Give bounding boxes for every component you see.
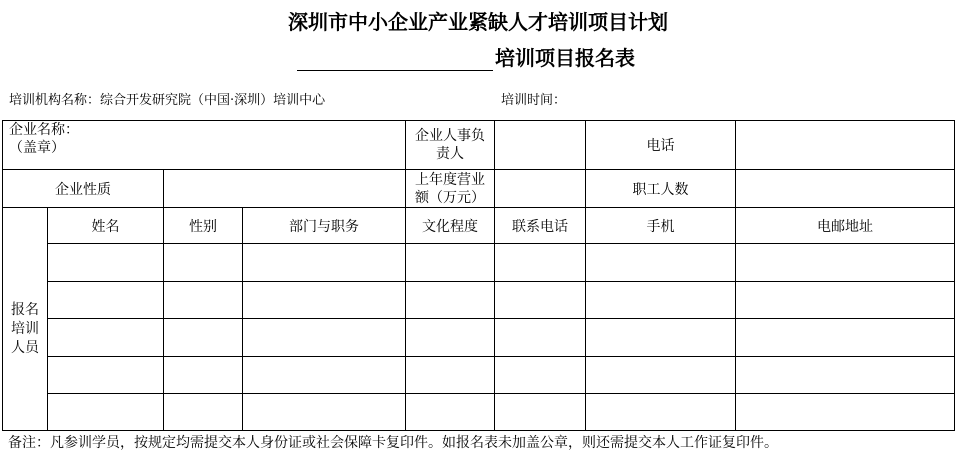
table-cell[interactable] [243, 282, 406, 319]
table-cell[interactable] [586, 394, 736, 431]
revenue-label-cell [406, 170, 495, 208]
phone-value-cell[interactable] [736, 121, 955, 170]
table-cell[interactable] [164, 357, 243, 394]
nature-value-cell[interactable] [164, 170, 406, 208]
table-cell[interactable] [164, 319, 243, 357]
registration-table [2, 120, 955, 431]
hr-label-line1: 企业人事负 [415, 128, 485, 144]
table-cell[interactable] [406, 244, 495, 282]
company-row [3, 121, 955, 170]
header-email: 电邮地址 [736, 208, 955, 244]
hr-label-line2: 责人 [436, 146, 464, 162]
table-cell[interactable] [243, 244, 406, 282]
document-title: 深圳市中小企业产业紧缺人才培训项目计划 [288, 10, 668, 34]
header-contact-phone: 联系电话 [495, 208, 586, 244]
table-cell[interactable] [406, 282, 495, 319]
table-cell[interactable] [586, 244, 736, 282]
table-cell[interactable] [48, 282, 164, 319]
staff-value-cell[interactable] [736, 170, 955, 208]
applicant-label-line3: 人员 [11, 339, 39, 356]
hr-label-cell [406, 121, 495, 170]
table-cell[interactable] [586, 319, 736, 357]
staff-label: 职工人数 [586, 170, 736, 208]
table-cell[interactable] [495, 319, 586, 357]
applicant-row [3, 319, 955, 357]
phone-label: 电话 [586, 121, 736, 170]
table-cell[interactable] [495, 394, 586, 431]
applicant-label-line2: 培训 [11, 320, 39, 337]
table-cell[interactable] [736, 244, 955, 282]
nature-label: 企业性质 [3, 170, 164, 208]
table-cell[interactable] [164, 394, 243, 431]
table-cell[interactable] [736, 357, 955, 394]
table-cell[interactable] [243, 394, 406, 431]
applicant-row [3, 357, 955, 394]
company-name-cell[interactable] [3, 121, 406, 170]
table-cell[interactable] [406, 319, 495, 357]
table-cell[interactable] [164, 244, 243, 282]
table-cell[interactable] [48, 357, 164, 394]
seal-label: （盖章） [9, 140, 65, 156]
applicant-label-cell [3, 208, 48, 431]
hr-value-cell[interactable] [495, 121, 586, 170]
table-cell[interactable] [586, 357, 736, 394]
table-cell[interactable] [406, 357, 495, 394]
company-name-label: 企业名称： [9, 122, 79, 138]
table-cell[interactable] [48, 394, 164, 431]
table-cell[interactable] [495, 357, 586, 394]
subtitle-text: 培训项目报名表 [495, 46, 635, 70]
applicant-row [3, 244, 955, 282]
revenue-label-line1: 上年度营业 [415, 171, 485, 188]
revenue-value-cell[interactable] [495, 170, 586, 208]
training-time-label: 培训时间： [501, 93, 567, 108]
nature-row [3, 170, 955, 208]
table-cell[interactable] [736, 394, 955, 431]
applicant-header-row [3, 208, 955, 244]
applicant-row [3, 394, 955, 431]
applicant-row [3, 282, 955, 319]
header-gender: 性别 [164, 208, 243, 244]
header-name: 姓名 [48, 208, 164, 244]
header-dept-position: 部门与职务 [243, 208, 406, 244]
table-cell[interactable] [495, 282, 586, 319]
table-cell[interactable] [736, 282, 955, 319]
table-cell[interactable] [406, 394, 495, 431]
training-org-label: 培训机构名称：综合开发研究院（中国·深圳）培训中心 [9, 93, 326, 108]
document-subtitle [297, 42, 717, 71]
table-cell[interactable] [586, 282, 736, 319]
table-cell[interactable] [243, 319, 406, 357]
header-mobile: 手机 [586, 208, 736, 244]
table-cell[interactable] [48, 244, 164, 282]
header-education: 文化程度 [406, 208, 495, 244]
table-cell[interactable] [48, 319, 164, 357]
table-cell[interactable] [736, 319, 955, 357]
project-name-blank[interactable] [297, 48, 493, 71]
applicant-label-line1: 报名 [11, 301, 39, 318]
table-cell[interactable] [164, 282, 243, 319]
footnote: 备注：凡参训学员，按规定均需提交本人身份证或社会保障卡复印件。如报名表未加盖公章，则还需提交本人工作证复印件。 [8, 435, 778, 451]
table-cell[interactable] [495, 244, 586, 282]
table-cell[interactable] [243, 357, 406, 394]
revenue-label-line2: 额（万元） [415, 189, 485, 206]
